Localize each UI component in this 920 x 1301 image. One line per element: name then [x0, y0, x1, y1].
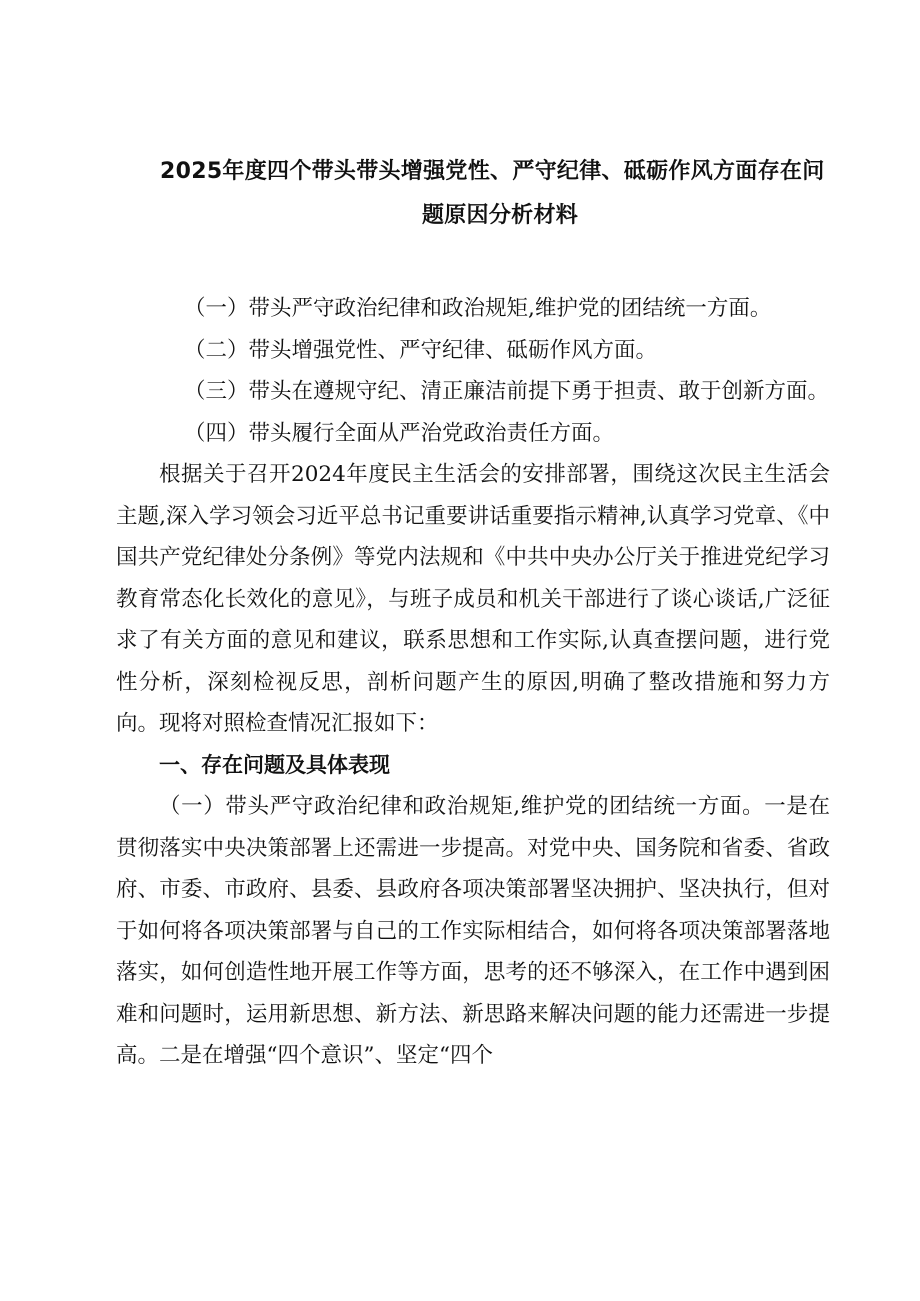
- section-1-heading: 一、存在问题及具体表现: [159, 752, 390, 777]
- document-title-line-2: 题原因分析材料: [421, 203, 579, 228]
- document-title-line-1: 2025年度四个带头带头增强党性、严守纪律、砥砺作风方面存在问: [160, 159, 825, 184]
- section-1-paragraph: （一）带头严守政治纪律和政治规矩,维护党的团结统一方面。一是在贯彻落实中央决策部署上还需进一步提高。对党中央、国务院和省委、省政府、市委、市政府、县委、县政府各项决策部署坚决拥护、坚决执行，但对于如何将各项决策部署与自己的工作实际相结合，如何将各项决策部署落地落实，如何创造性地开展工作等方面，思考的还不够深入，在工作中遇到困难和问题时，运用新思想、新方法、新思路来解决问题的能力还需进一步提高。二是在增强“四个意识”、坚定“四个: [116, 794, 830, 1068]
- outline-item-4: （四）带头履行全面从严治党政治责任方面。: [184, 420, 615, 446]
- document-body: [116, 288, 830, 1077]
- outline-item-3: （三）带头在遵规守纪、清正廉洁前提下勇于担责、敢于创新方面。: [184, 379, 830, 404]
- outline-item-2: （二）带头增强党性、严守纪律、砥砺作风方面。: [184, 337, 658, 363]
- outline-item-1: （一）带头严守政治纪律和政治规矩,维护党的团结统一方面。: [184, 296, 772, 321]
- intro-paragraph: 根据关于召开2024年度民主生活会的安排部署，围绕这次民主生活会主题,深入学习领会习近平总书记重要讲话重要指示精神,认真学习党章、《中国共产党纪律处分条例》等党内法规和《中共中央办公厅关于推进党纪学习教育常态化长效化的意见》，与班子成员和机关干部进行了谈心谈话,广泛征求了有关方面的意见和建议，联系思想和工作实际,认真查摆问题，进行党性分析，深刻检视反思，剖析问题产生的原因,明确了整改措施和努力方向。现将对照检查情况汇报如下：: [116, 462, 830, 736]
